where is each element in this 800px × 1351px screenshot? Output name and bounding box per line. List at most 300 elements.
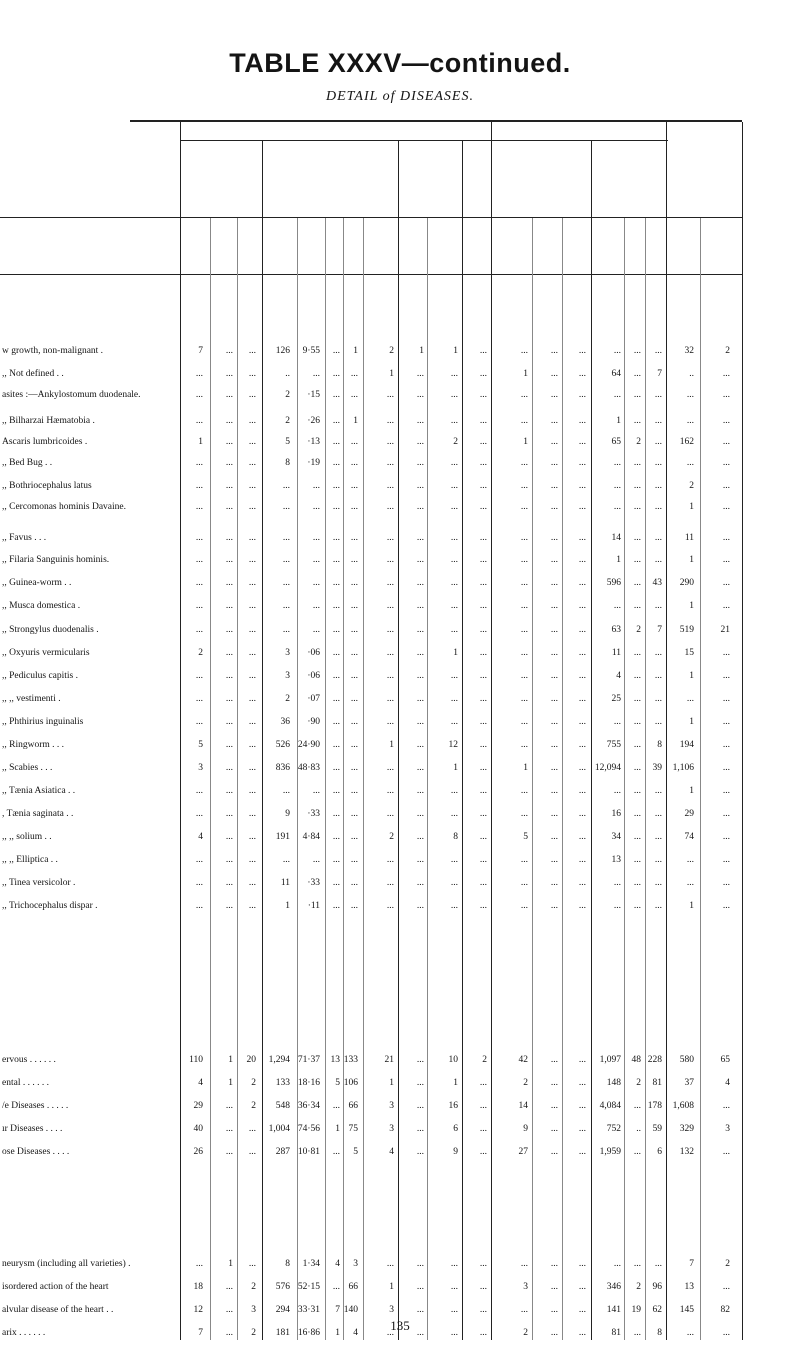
table-cell: 181	[275, 1328, 290, 1338]
table-cell: ...	[312, 578, 320, 588]
table-cell: ...	[225, 763, 233, 773]
table-cell: 64	[611, 369, 621, 379]
table-row	[0, 555, 800, 567]
table-cell: ...	[386, 458, 394, 468]
row-label: ,, Trichocephalus dispar .	[2, 901, 98, 911]
table-cell: 132	[679, 1147, 694, 1157]
table-cell: ...	[613, 346, 621, 356]
table-cell: ...	[386, 625, 394, 635]
table-cell: ...	[520, 671, 528, 681]
table-cell: ...	[248, 625, 256, 635]
table-cell: ...	[550, 786, 558, 796]
table-cell: ...	[479, 648, 487, 658]
table-cell: ...	[578, 1124, 586, 1134]
table-cell: ...	[520, 878, 528, 888]
table-cell: ...	[550, 346, 558, 356]
table-cell: ...	[722, 1101, 730, 1111]
table-cell: ...	[416, 809, 424, 819]
table-cell: 1	[453, 648, 458, 658]
table-cell: ...	[633, 369, 641, 379]
table-cell: ...	[195, 878, 203, 888]
table-cell: ...	[248, 1147, 256, 1157]
table-cell: 140	[343, 1305, 358, 1315]
table-cell: ...	[416, 763, 424, 773]
table-cell: ...	[550, 481, 558, 491]
table-cell: ...	[633, 648, 641, 658]
table-cell: ...	[195, 717, 203, 727]
table-cell: ...	[195, 786, 203, 796]
table-cell: ...	[225, 901, 233, 911]
table-cell: ...	[350, 648, 358, 658]
table-cell: 1	[389, 740, 394, 750]
table-cell: 228	[647, 1055, 662, 1065]
table-cell: ...	[248, 416, 256, 426]
table-cell: 4	[389, 1147, 394, 1157]
table-cell: ...	[450, 694, 458, 704]
table-cell: ...	[578, 601, 586, 611]
table-row	[0, 601, 800, 613]
table-cell: 32	[684, 346, 694, 356]
row-label: ,, Bilharzai Hæmatobia .	[2, 416, 95, 426]
table-cell: 37	[684, 1078, 694, 1088]
table-cell: 5	[198, 740, 203, 750]
table-cell: 346	[606, 1282, 621, 1292]
table-cell: 126	[275, 346, 290, 356]
table-cell: ...	[416, 740, 424, 750]
table-cell: 755	[606, 740, 621, 750]
table-cell: 1	[689, 671, 694, 681]
table-cell: ...	[282, 578, 290, 588]
table-cell: 1	[689, 601, 694, 611]
table-subtitle: DETAIL of DISEASES.	[326, 89, 474, 104]
table-cell: 24·90	[297, 740, 320, 750]
table-row	[0, 786, 800, 798]
row-label: ,, ,, vestimenti .	[2, 694, 61, 704]
table-cell: ...	[633, 671, 641, 681]
table-cell: ...	[520, 458, 528, 468]
table-row	[0, 1055, 800, 1067]
table-cell: ...	[654, 648, 662, 658]
table-cell: ...	[225, 1282, 233, 1292]
table-cell: ...	[416, 416, 424, 426]
table-cell: 1	[453, 1078, 458, 1088]
table-cell: 110	[189, 1055, 203, 1065]
table-cell: ...	[479, 878, 487, 888]
table-cell: ...	[654, 809, 662, 819]
table-cell: ..	[636, 1124, 641, 1134]
table-cell: ...	[350, 437, 358, 447]
table-cell: 16	[611, 809, 621, 819]
table-cell: 4	[725, 1078, 730, 1088]
table-cell: ...	[613, 1259, 621, 1269]
table-cell: ...	[225, 1101, 233, 1111]
subcolumn-rule	[427, 218, 428, 1340]
table-cell: ...	[654, 786, 662, 796]
table-cell: ...	[633, 740, 641, 750]
row-label: , Tænia saginata . .	[2, 809, 74, 819]
table-cell: ...	[416, 1078, 424, 1088]
table-cell: ...	[520, 416, 528, 426]
table-cell: 2	[636, 625, 641, 635]
table-cell: ...	[722, 390, 730, 400]
table-row	[0, 901, 800, 913]
table-cell: ...	[248, 717, 256, 727]
table-cell: 36	[280, 717, 290, 727]
table-cell: ...	[225, 502, 233, 512]
table-cell: ...	[225, 878, 233, 888]
table-cell: ...	[450, 481, 458, 491]
table-cell: ...	[332, 878, 340, 888]
table-cell: ...	[613, 502, 621, 512]
row-label: ,, Favus . . .	[2, 533, 47, 543]
table-cell: ...	[479, 694, 487, 704]
table-cell: 13	[684, 1282, 694, 1292]
table-cell: ...	[332, 648, 340, 658]
table-cell: ...	[225, 694, 233, 704]
table-cell: ..	[285, 369, 290, 379]
table-cell: ...	[312, 786, 320, 796]
table-cell: 12	[193, 1305, 203, 1315]
table-cell: 81	[652, 1078, 662, 1088]
table-cell: 576	[275, 1282, 290, 1292]
table-cell: 8	[657, 740, 662, 750]
table-cell: ...	[416, 694, 424, 704]
table-cell: ...	[332, 671, 340, 681]
table-cell: ...	[722, 458, 730, 468]
table-cell: 2	[251, 1328, 256, 1338]
table-cell: 6	[453, 1124, 458, 1134]
table-cell: 71·37	[297, 1055, 320, 1065]
table-cell: 287	[275, 1147, 290, 1157]
table-cell: ...	[578, 458, 586, 468]
table-cell: ...	[416, 601, 424, 611]
table-cell: ...	[613, 717, 621, 727]
table-cell: ...	[248, 533, 256, 543]
table-cell: 3	[725, 1124, 730, 1134]
table-cell: ...	[613, 901, 621, 911]
table-cell: 1	[389, 1282, 394, 1292]
table-cell: ...	[479, 671, 487, 681]
row-label: ervous . . . . . .	[2, 1055, 56, 1065]
table-cell: 59	[652, 1124, 662, 1134]
table-cell: ...	[578, 1147, 586, 1157]
table-cell: ...	[479, 578, 487, 588]
table-cell: ...	[578, 671, 586, 681]
table-cell: ...	[416, 1259, 424, 1269]
table-cell: 9	[453, 1147, 458, 1157]
table-cell: ...	[654, 458, 662, 468]
table-cell: ...	[225, 855, 233, 865]
row-label: ,, Not defined . .	[2, 369, 64, 379]
table-cell: ...	[520, 601, 528, 611]
table-cell: ...	[686, 416, 694, 426]
table-cell: ...	[332, 901, 340, 911]
table-row	[0, 390, 800, 402]
table-cell: ...	[578, 717, 586, 727]
table-cell: ...	[225, 1147, 233, 1157]
table-cell: ...	[520, 855, 528, 865]
table-cell: ...	[654, 832, 662, 842]
table-cell: 13	[330, 1055, 340, 1065]
table-cell: 1	[453, 346, 458, 356]
table-cell: ...	[722, 601, 730, 611]
table-cell: ...	[225, 555, 233, 565]
table-cell: 145	[679, 1305, 694, 1315]
table-cell: ...	[550, 855, 558, 865]
table-cell: ...	[350, 763, 358, 773]
table-cell: ...	[332, 694, 340, 704]
table-cell: ...	[578, 1078, 586, 1088]
table-cell: ...	[248, 694, 256, 704]
table-cell: ...	[450, 369, 458, 379]
table-cell: ...	[654, 1259, 662, 1269]
table-cell: ...	[225, 1124, 233, 1134]
table-cell: ...	[350, 502, 358, 512]
table-cell: ...	[654, 346, 662, 356]
table-cell: ...	[416, 832, 424, 842]
table-row	[0, 1101, 800, 1113]
table-cell: ...	[350, 390, 358, 400]
table-cell: ...	[416, 717, 424, 727]
table-cell: ...	[386, 671, 394, 681]
table-cell: ...	[416, 648, 424, 658]
table-cell: ...	[386, 502, 394, 512]
table-cell: 1	[285, 901, 290, 911]
table-cell: 8	[285, 1259, 290, 1269]
table-cell: ...	[225, 1305, 233, 1315]
table-cell: 7	[657, 369, 662, 379]
table-cell: ...	[248, 369, 256, 379]
row-label: alvular disease of the heart . .	[2, 1305, 114, 1315]
table-cell: ...	[633, 416, 641, 426]
table-cell: 1	[523, 763, 528, 773]
table-cell: ...	[550, 1259, 558, 1269]
table-row	[0, 625, 800, 637]
table-cell: ...	[479, 1282, 487, 1292]
table-cell: ...	[722, 555, 730, 565]
table-cell: ...	[613, 786, 621, 796]
table-cell: 519	[679, 625, 694, 635]
table-cell: ...	[386, 763, 394, 773]
table-cell: ...	[479, 1078, 487, 1088]
table-cell: ...	[386, 786, 394, 796]
row-label: asites :—Ankylostomum duodenale.	[2, 390, 141, 400]
table-cell: 1,959	[599, 1147, 621, 1157]
table-cell: 4	[335, 1259, 340, 1269]
table-cell: 18	[193, 1282, 203, 1292]
group-rule	[180, 140, 668, 141]
table-cell: ...	[450, 1259, 458, 1269]
table-cell: 14	[518, 1101, 528, 1111]
table-cell: 7	[657, 625, 662, 635]
table-cell: ...	[578, 1305, 586, 1315]
table-cell: ...	[350, 740, 358, 750]
subcolumn-rule	[343, 218, 344, 1340]
table-cell: 75	[348, 1124, 358, 1134]
table-cell: ...	[550, 416, 558, 426]
table-cell: ...	[722, 694, 730, 704]
subcolumn-rule	[325, 218, 326, 1340]
table-cell: ...	[332, 1282, 340, 1292]
table-cell: ...	[248, 878, 256, 888]
table-cell: 4·84	[302, 832, 320, 842]
table-cell: ...	[416, 502, 424, 512]
table-cell: ...	[479, 809, 487, 819]
table-cell: 526	[275, 740, 290, 750]
table-cell: ...	[479, 901, 487, 911]
table-cell: ...	[332, 832, 340, 842]
table-cell: ...	[386, 533, 394, 543]
table-cell: ...	[350, 458, 358, 468]
subgroup-rule	[0, 217, 742, 218]
table-row	[0, 416, 800, 428]
table-cell: 62	[652, 1305, 662, 1315]
table-cell: 2	[251, 1282, 256, 1292]
table-cell: ...	[633, 832, 641, 842]
table-cell: ...	[350, 809, 358, 819]
table-cell: ...	[248, 390, 256, 400]
table-cell: 5	[335, 1078, 340, 1088]
table-cell: ...	[633, 390, 641, 400]
table-cell: ...	[550, 1055, 558, 1065]
table-cell: ...	[225, 671, 233, 681]
table-row	[0, 740, 800, 752]
table-cell: ...	[550, 502, 558, 512]
table-cell: ...	[350, 601, 358, 611]
row-label: ,, Guinea-worm . .	[2, 578, 72, 588]
subcolumn-rule	[297, 218, 298, 1340]
table-cell: 48	[631, 1055, 641, 1065]
table-cell: ...	[332, 1147, 340, 1157]
table-cell: ...	[312, 502, 320, 512]
table-cell: ...	[613, 458, 621, 468]
table-cell: ...	[722, 481, 730, 491]
table-cell: ...	[578, 832, 586, 842]
table-cell: ...	[416, 458, 424, 468]
table-cell: ...	[722, 416, 730, 426]
table-cell: ...	[332, 1101, 340, 1111]
table-cell: 752	[606, 1124, 621, 1134]
table-cell: ...	[450, 809, 458, 819]
table-cell: 836	[275, 763, 290, 773]
table-cell: ...	[450, 601, 458, 611]
table-cell: ...	[520, 740, 528, 750]
table-cell: ...	[479, 1305, 487, 1315]
table-cell: ...	[550, 901, 558, 911]
table-cell: ...	[633, 533, 641, 543]
table-cell: 548	[275, 1101, 290, 1111]
table-cell: 2	[725, 346, 730, 356]
table-cell: ...	[225, 533, 233, 543]
table-cell: ...	[416, 437, 424, 447]
row-label: ,, Bed Bug . .	[2, 458, 53, 468]
row-label: ,, Scabies . . .	[2, 763, 53, 773]
table-cell: ·07	[307, 694, 320, 704]
table-cell: ...	[578, 878, 586, 888]
table-title: TABLE XXXV—continued.	[229, 48, 571, 78]
table-cell: 2	[636, 437, 641, 447]
table-cell: ...	[578, 1282, 586, 1292]
table-cell: 43	[652, 578, 662, 588]
table-row	[0, 878, 800, 890]
table-cell: 290	[679, 578, 694, 588]
row-label: ,, Strongylus duodenalis .	[2, 625, 99, 635]
row-label: ,, ,, Elliptica . .	[2, 855, 58, 865]
table-cell: ...	[633, 555, 641, 565]
row-label: ,, Ringworm . . .	[2, 740, 65, 750]
table-cell: ...	[550, 763, 558, 773]
table-cell: 1	[616, 555, 621, 565]
table-cell: ...	[332, 437, 340, 447]
table-cell: ...	[520, 390, 528, 400]
table-cell: ...	[195, 625, 203, 635]
table-cell: ...	[578, 390, 586, 400]
table-cell: 2	[251, 1078, 256, 1088]
table-cell: ...	[332, 390, 340, 400]
table-cell: 42	[518, 1055, 528, 1065]
table-cell: ·19	[307, 458, 320, 468]
table-cell: ...	[248, 481, 256, 491]
table-cell: ...	[654, 416, 662, 426]
table-row	[0, 717, 800, 729]
table-cell: ...	[613, 481, 621, 491]
table-cell: ...	[550, 1328, 558, 1338]
table-cell: ...	[248, 809, 256, 819]
table-cell: 10·81	[297, 1147, 320, 1157]
table-cell: ...	[722, 717, 730, 727]
table-cell: ·15	[307, 390, 320, 400]
table-cell: 9·55	[302, 346, 320, 356]
page-number: 135	[390, 1318, 410, 1333]
table-cell: ...	[225, 625, 233, 635]
table-cell: ...	[479, 390, 487, 400]
table-cell: ...	[722, 437, 730, 447]
table-cell: 1	[689, 555, 694, 565]
table-cell: ...	[633, 458, 641, 468]
table-cell: 2	[636, 1078, 641, 1088]
subcolumn-rule	[700, 218, 701, 1340]
table-cell: ...	[578, 648, 586, 658]
table-cell: ...	[386, 1259, 394, 1269]
table-cell: ...	[479, 555, 487, 565]
table-cell: ...	[450, 390, 458, 400]
table-cell: ...	[578, 786, 586, 796]
table-cell: ...	[578, 809, 586, 819]
table-cell: ...	[450, 458, 458, 468]
table-cell: ...	[350, 878, 358, 888]
table-cell: ...	[225, 458, 233, 468]
table-cell: ...	[550, 458, 558, 468]
table-cell: 1	[335, 1328, 340, 1338]
table-cell: 26	[193, 1147, 203, 1157]
table-row	[0, 437, 800, 449]
table-cell: 1	[353, 416, 358, 426]
table-cell: ...	[479, 1101, 487, 1111]
table-cell: ...	[633, 717, 641, 727]
table-cell: 1	[228, 1055, 233, 1065]
table-cell: 11	[684, 533, 694, 543]
table-cell: ...	[225, 416, 233, 426]
table-cell: 141	[606, 1305, 621, 1315]
table-cell: ...	[332, 740, 340, 750]
table-cell: 65	[611, 437, 621, 447]
table-cell: ·26	[307, 416, 320, 426]
table-cell: 1	[453, 763, 458, 773]
table-cell: ...	[578, 502, 586, 512]
table-cell: 133	[343, 1055, 358, 1065]
table-cell: ...	[332, 481, 340, 491]
table-cell: ...	[332, 416, 340, 426]
